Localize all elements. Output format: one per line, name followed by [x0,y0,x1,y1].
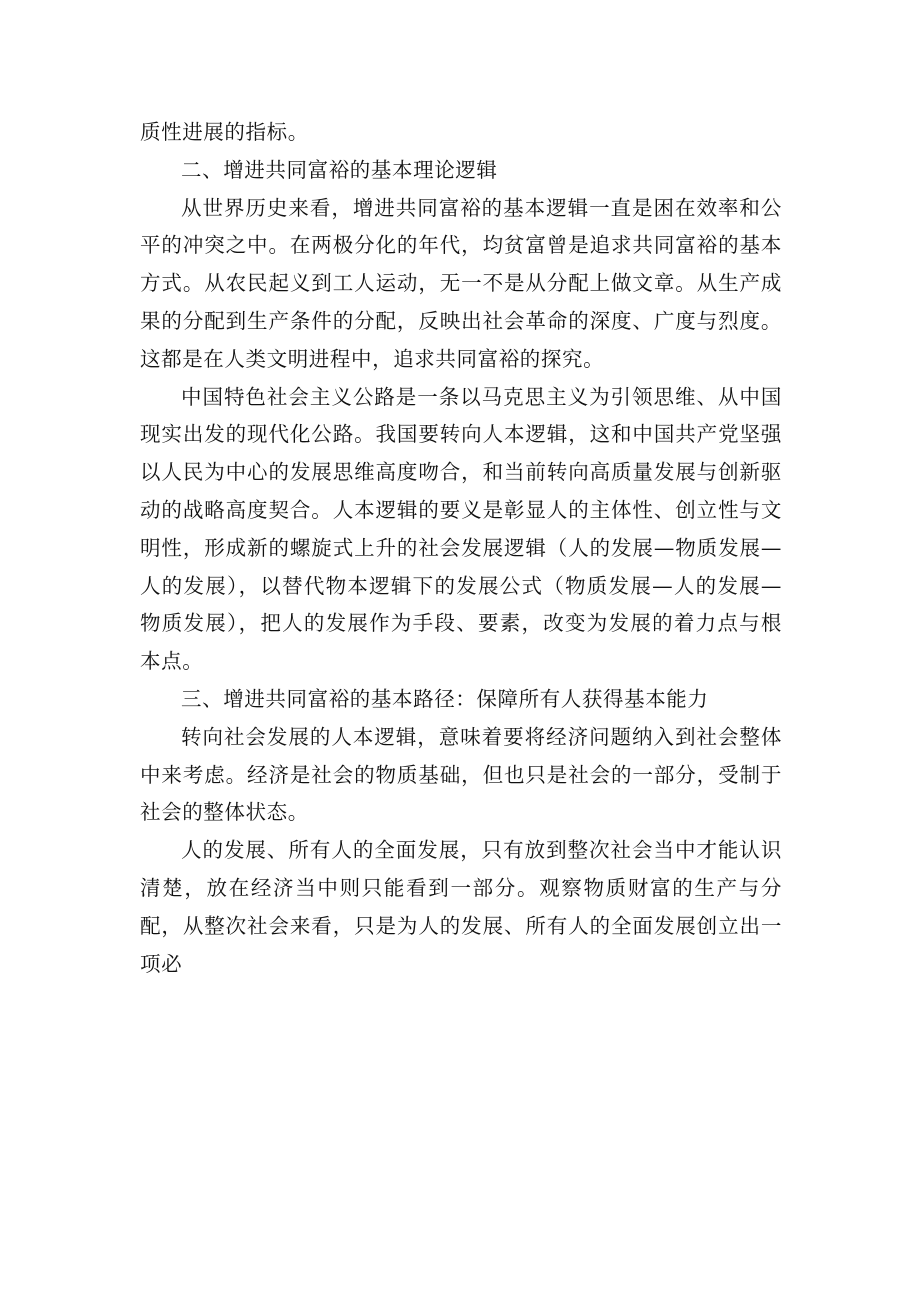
section-heading-3: 三、增进共同富裕的基本路径：保障所有人获得基本能力 [181,686,709,711]
paragraph-continuation: 质性进展的指标。 [140,120,309,144]
paragraph-all-round-development: 人的发展、所有人的全面发展，只有放到整次社会当中才能认识清楚，放在经济当中则只能看到一部分。观察物质财富的生产与分配，从整次社会来看，只是为人的发展、所有人的全面发展创立出一项必 [140,838,782,976]
document-body [140,114,782,983]
paragraph-human-logic: 转向社会发展的人本逻辑，意味着要将经济问题纳入到社会整体中来考虑。经济是社会的物质基础，但也只是社会的一部分，受制于社会的整体状态。 [140,724,782,825]
section-heading-2: 二、增进共同富裕的基本理论逻辑 [181,157,498,182]
paragraph-history: 从世界历史来看，增进共同富裕的基本逻辑一直是困在效率和公平的冲突之中。在两极分化的年代，均贫富曾是追求共同富裕的基本方式。从农民起义到工人运动，无一不是从分配上做文章。从生产成果的分配到生产条件的分配，反映出社会革命的深度、广度与烈度。这都是在人类文明进程中，追求共同富裕的探究。 [140,195,782,371]
paragraph-socialism-path: 中国特色社会主义公路是一条以马克思主义为引领思维、从中国现实出发的现代化公路。我国要转向人本逻辑，这和中国共产党坚强以人民为中心的发展思维高度吻合，和当前转向高质量发展与创新驱动的战略高度契合。人本逻辑的要义是彰显人的主体性、创立性与文明性，形成新的螺旋式上升的社会发展逻辑（人的发展—物质发展—人的发展），以替代物本逻辑下的发展公式（物质发展—人的发展—物质发展），把人的发展作为手段、要素，改变为发展的着力点与根本点。 [140,384,782,674]
